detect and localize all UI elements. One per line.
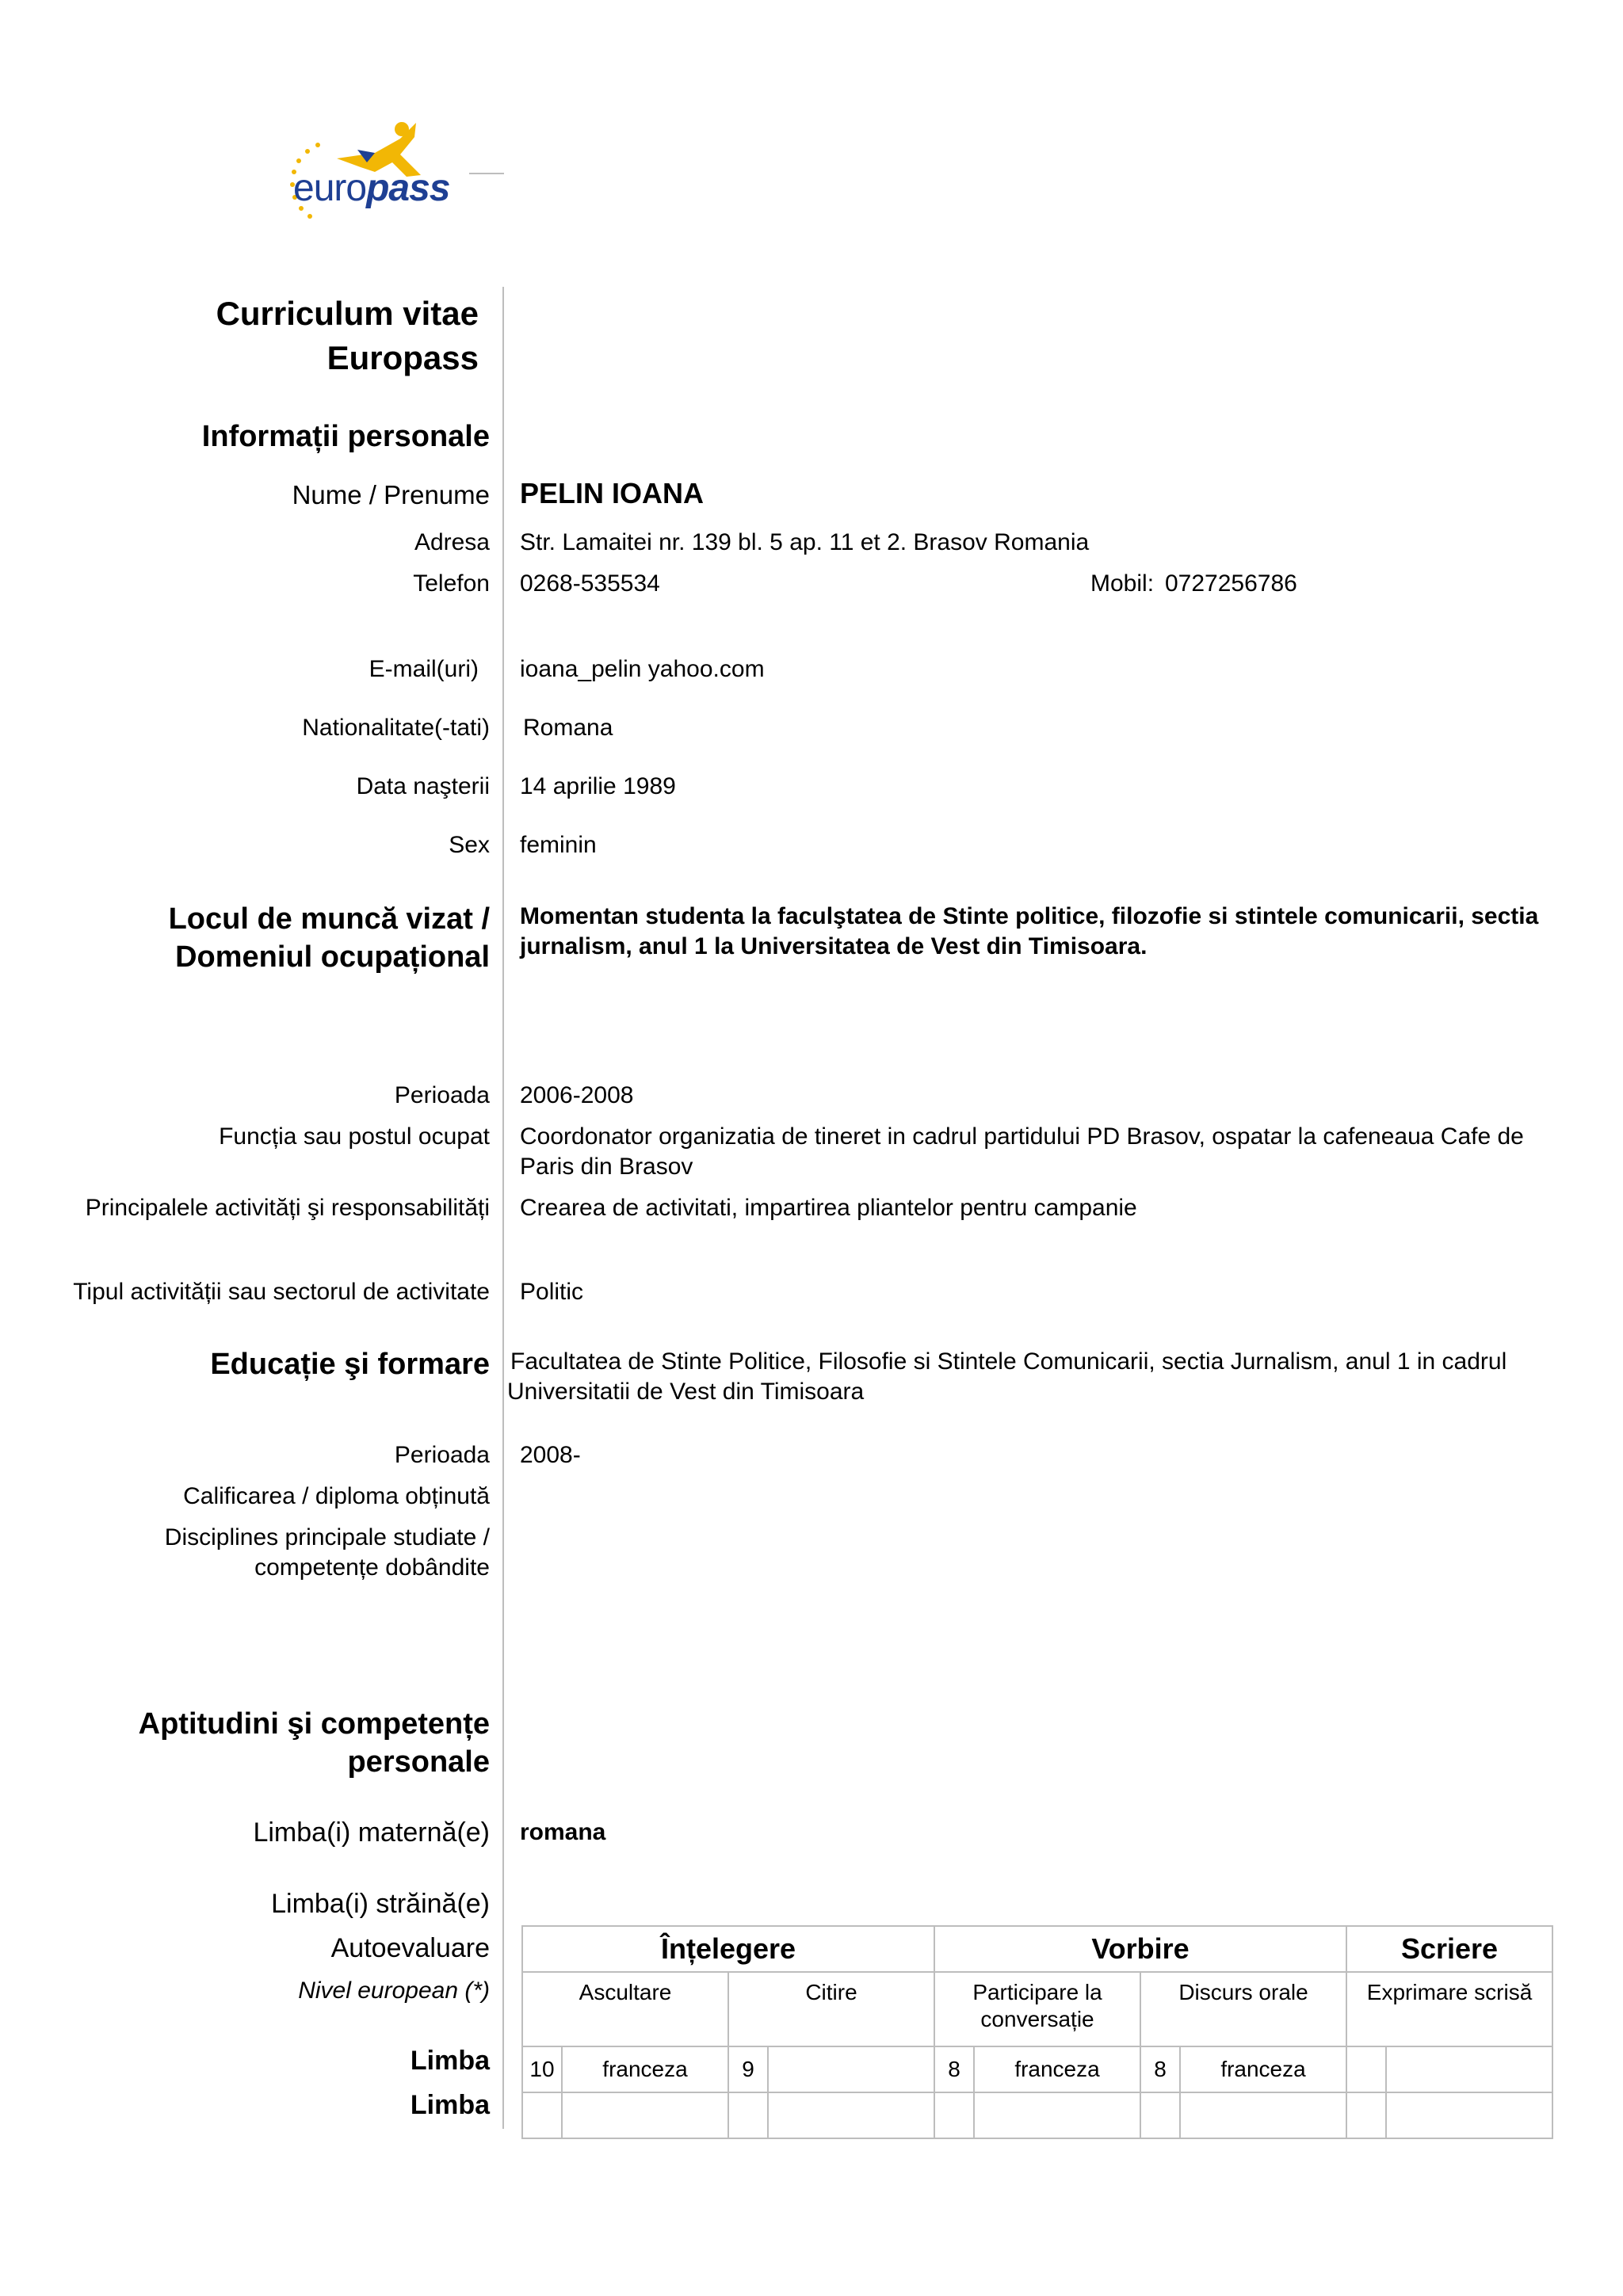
sex-value: feminin: [520, 832, 597, 858]
education-heading: Educație şi formare: [210, 1348, 490, 1381]
mother-tongue-value: romana: [520, 1819, 606, 1845]
desired-job-value: Momentan studenta la faculştatea de Stinte politice, filozofie si stintele comunicarii, sectia jurnalism, anul 1 la Universitatea de Vest din Timisoara.: [520, 903, 1539, 959]
phone-label: Telefon: [413, 570, 490, 597]
nationality-value: Romana: [523, 715, 613, 741]
skills-heading-line1: Aptitudini şi competențe: [138, 1707, 490, 1741]
desired-job-heading-line2: Domeniul ocupațional: [175, 940, 490, 974]
table-cell: [768, 2046, 934, 2092]
foreign-language-label: Limba(i) străină(e): [271, 1889, 490, 1919]
sector-label: Tipul activității sau sectorul de activitate: [73, 1279, 490, 1305]
qualification-label: Calificarea / diploma obținută: [183, 1483, 490, 1509]
position-value: Coordonator organizatia de tineret in cadrul partidului PD Brasov, ospatar la cafeneaua Cafe de Paris din Brasov: [520, 1123, 1524, 1180]
birth-date-label: Data naşterii: [356, 773, 490, 799]
sex-label: Sex: [449, 832, 490, 858]
table-cell: [768, 2092, 934, 2138]
table-cell: 8: [1140, 2046, 1180, 2092]
table-cell: [1386, 2046, 1552, 2092]
table-cell: franceza: [974, 2046, 1140, 2092]
sector-value: Politic: [520, 1279, 584, 1305]
subheader-spoken-interaction: Participare la conversație: [934, 1972, 1140, 2046]
logo-divider: [469, 173, 504, 174]
table-cell: [974, 2092, 1140, 2138]
table-cell: [1140, 2092, 1180, 2138]
mobile-value: 0727256786: [1165, 570, 1297, 597]
email-value[interactable]: ioana_pelin yahoo.com: [520, 656, 765, 682]
group-header-understanding: Înțelegere: [522, 1926, 934, 1972]
self-assessment-label: Autoevaluare: [330, 1933, 490, 1963]
group-header-speaking: Vorbire: [934, 1926, 1346, 1972]
experience-period-value: 2006-2008: [520, 1082, 634, 1108]
cv-title-line1: Curriculum vitae: [216, 295, 479, 332]
position-label: Funcția sau postul ocupat: [219, 1123, 490, 1150]
cv-title-line2: Europass: [327, 339, 479, 376]
language-self-assessment-table: [521, 1925, 1553, 2139]
language-row-label-1: Limba: [410, 2046, 490, 2076]
table-cell: 10: [522, 2046, 562, 2092]
subjects-label-line1: Disciplines principale studiate /: [164, 1524, 490, 1550]
desired-job-heading-line1: Locul de muncă vizat /: [168, 902, 490, 936]
subheader-reading: Citire: [728, 1972, 934, 2046]
education-period-value: 2008-: [520, 1442, 581, 1468]
activities-label: Principalele activități şi responsabilități: [85, 1195, 490, 1221]
experience-period-label: Perioada: [394, 1082, 490, 1108]
email-label: E-mail(uri): [369, 656, 479, 682]
table-cell: [934, 2092, 974, 2138]
subjects-label-line2: competențe dobândite: [254, 1554, 490, 1581]
address-value: Str. Lamaitei nr. 139 bl. 5 ap. 11 et 2. Brasov Romania: [520, 529, 1090, 555]
education-period-label: Perioada: [394, 1442, 490, 1468]
name-label: Nume / Prenume: [292, 480, 490, 509]
table-cell: [1346, 2046, 1386, 2092]
table-row: [522, 2046, 1552, 2092]
activities-value: Crearea de activitati, impartirea pliantelor pentru campanie: [520, 1195, 1137, 1221]
european-level-label: Nivel european (*): [298, 1978, 490, 2004]
table-cell: [1180, 2092, 1346, 2138]
table-cell: franceza: [562, 2046, 728, 2092]
table-cell: [728, 2092, 768, 2138]
personal-info-heading: Informații personale: [201, 420, 490, 453]
address-label: Adresa: [414, 529, 490, 555]
table-cell: 9: [728, 2046, 768, 2092]
education-value: Facultatea de Stinte Politice, Filosofie si Stintele Comunicarii, sectia Jurnalism, anul 1 in cadrul Universitatii de Vest din Timisoara: [507, 1348, 1507, 1405]
mother-tongue-label: Limba(i) maternă(e): [253, 1817, 490, 1848]
table-cell: [1346, 2092, 1386, 2138]
nationality-label: Nationalitate(-tati): [302, 715, 490, 741]
table-cell: 8: [934, 2046, 974, 2092]
table-row: [522, 2092, 1552, 2138]
name-value: PELIN IOANA: [520, 477, 705, 509]
table-cell: [522, 2092, 562, 2138]
subheader-spoken-production: Discurs orale: [1140, 1972, 1346, 2046]
birth-date-value: 14 aprilie 1989: [520, 773, 676, 799]
skills-heading-line2: personale: [347, 1745, 490, 1779]
language-row-label-2: Limba: [410, 2090, 490, 2120]
mobile-label: Mobil:: [1090, 570, 1155, 597]
phone-value: 0268-535534: [520, 570, 660, 597]
subheader-listening: Ascultare: [522, 1972, 728, 2046]
table-cell: [562, 2092, 728, 2138]
table-cell: franceza: [1180, 2046, 1346, 2092]
column-divider: [502, 287, 504, 2129]
europass-logo-text: europass: [293, 167, 450, 209]
table-cell: [1386, 2092, 1552, 2138]
group-header-writing: Scriere: [1346, 1926, 1552, 1972]
subheader-writing: Exprimare scrisă: [1346, 1972, 1552, 2046]
